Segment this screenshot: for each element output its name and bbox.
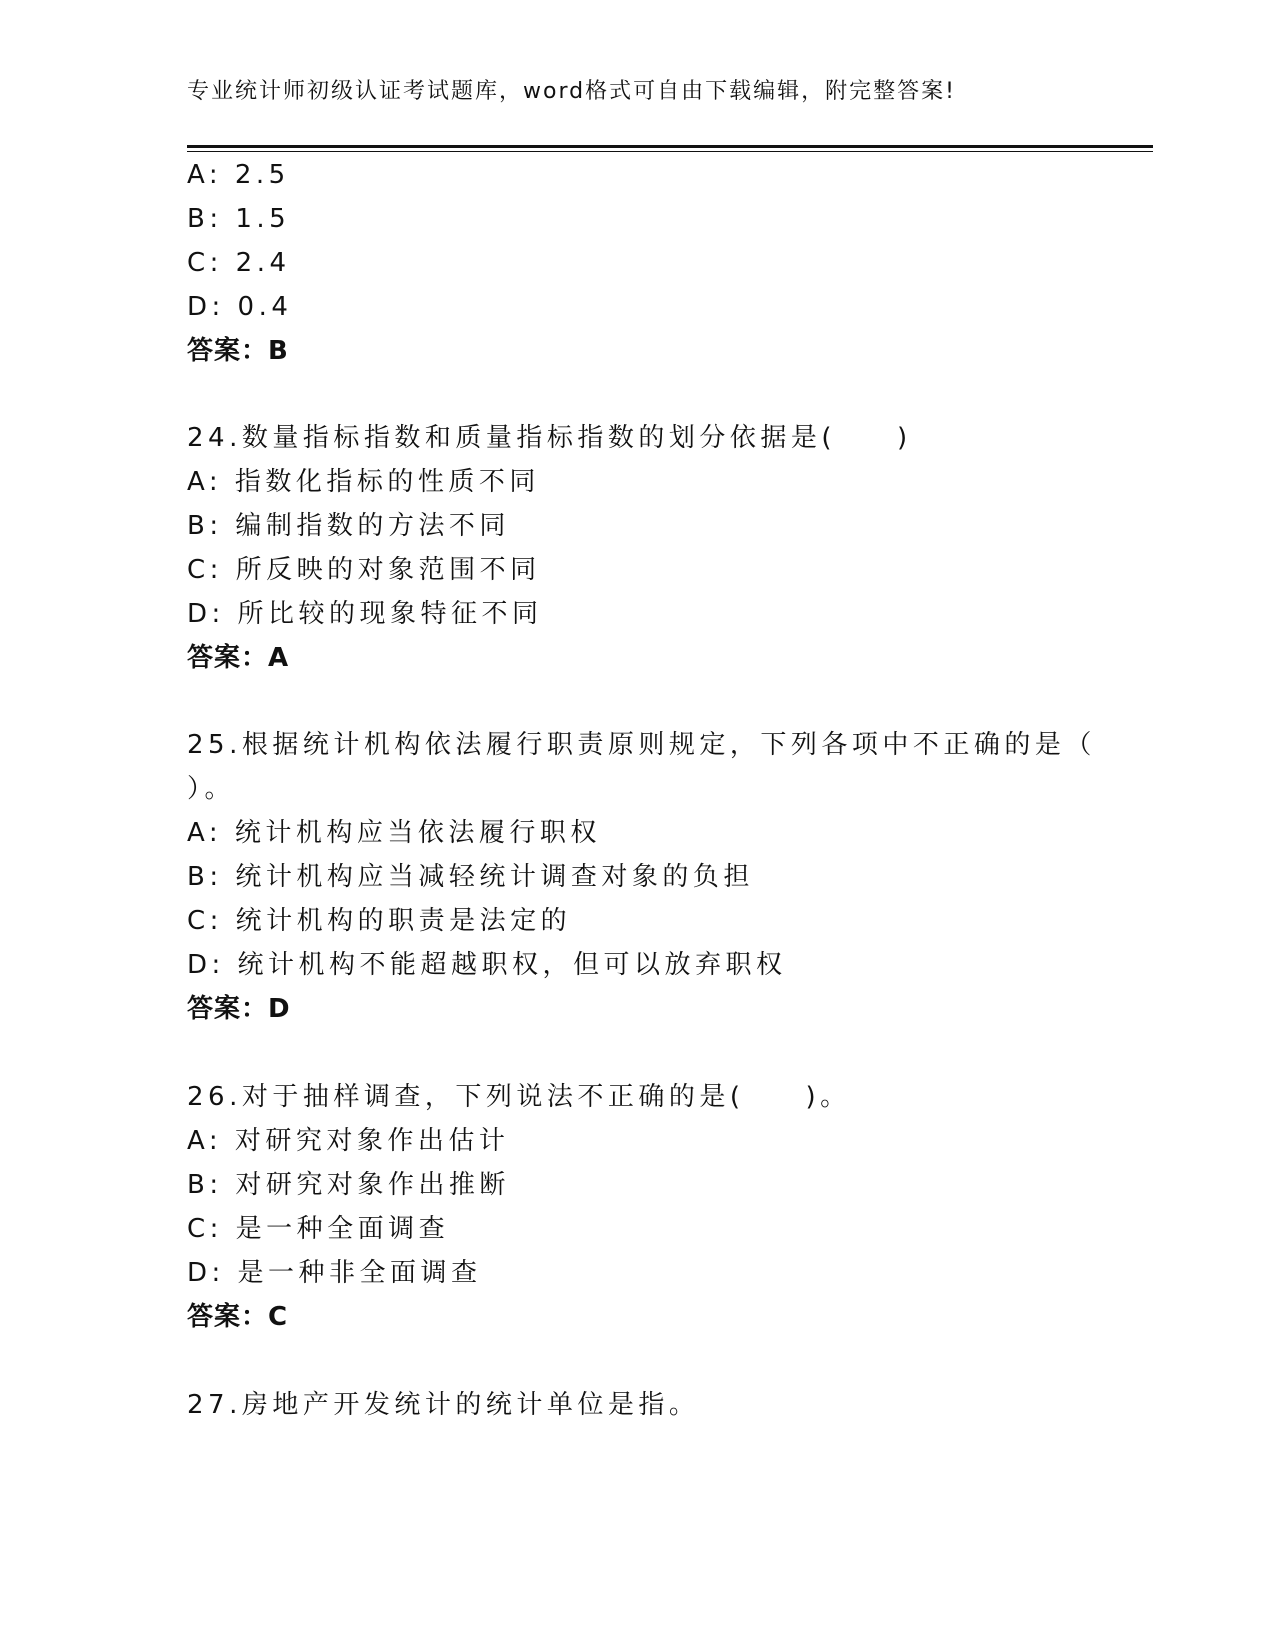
q24-option-d: D: 所比较的现象特征不同 xyxy=(187,599,543,629)
q25-stem-line1: 25.根据统计机构依法履行职责原则规定，下列各项中不正确的是（ xyxy=(187,730,1096,760)
q24-stem: 24.数量指标指数和质量指标指数的划分依据是( ) xyxy=(187,423,912,453)
q27-stem: 27.房地产开发统计的统计单位是指。 xyxy=(187,1390,700,1420)
header-rule-thin xyxy=(187,151,1153,152)
q25-answer: 答案：D xyxy=(187,994,291,1024)
q23-option-a: A: 2.5 xyxy=(187,160,290,190)
q23-option-b: B: 1.5 xyxy=(187,204,291,234)
q25-option-a: A: 统计机构应当依法履行职权 xyxy=(187,818,601,848)
q23-answer: 答案：B xyxy=(187,336,289,366)
q26-stem: 26.对于抽样调查，下列说法不正确的是( )。 xyxy=(187,1082,851,1112)
q25-option-c: C: 统计机构的职责是法定的 xyxy=(187,906,572,936)
q24-answer: 答案：A xyxy=(187,643,290,673)
q26-option-d: D: 是一种非全面调查 xyxy=(187,1258,482,1288)
q23-option-d: D: 0.4 xyxy=(187,292,293,322)
page-header: 专业统计师初级认证考试题库，word格式可自由下载编辑，附完整答案! xyxy=(187,79,956,104)
q24-option-a: A: 指数化指标的性质不同 xyxy=(187,467,540,497)
q23-option-c: C: 2.4 xyxy=(187,248,291,278)
q24-option-c: C: 所反映的对象范围不同 xyxy=(187,555,541,585)
q25-option-d: D: 统计机构不能超越职权，但可以放弃职权 xyxy=(187,950,787,980)
q24-option-b: B: 编制指数的方法不同 xyxy=(187,511,510,541)
q26-answer: 答案：C xyxy=(187,1302,289,1332)
q26-option-b: B: 对研究对象作出推断 xyxy=(187,1170,510,1200)
q25-stem-line2: ）。 xyxy=(187,774,236,804)
q26-option-c: C: 是一种全面调查 xyxy=(187,1214,450,1244)
header-rule-thick xyxy=(187,145,1153,148)
q25-option-b: B: 统计机构应当减轻统计调查对象的负担 xyxy=(187,862,754,892)
q26-option-a: A: 对研究对象作出估计 xyxy=(187,1126,510,1156)
